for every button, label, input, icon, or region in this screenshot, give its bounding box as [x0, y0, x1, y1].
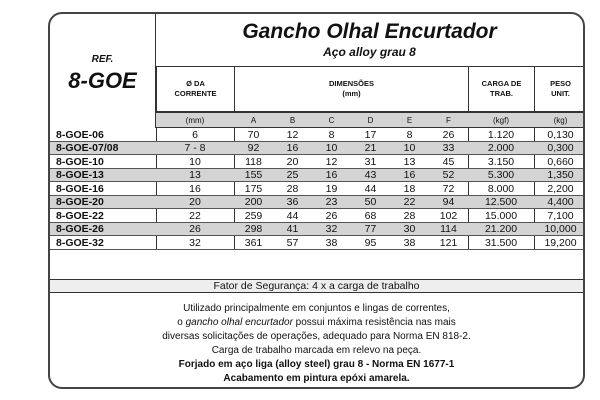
cell-c: 26	[325, 209, 338, 222]
cell-ref: 8-GOE-06	[56, 128, 104, 141]
table-row	[50, 142, 583, 156]
cell-load: 3.150	[487, 155, 515, 168]
table-row	[50, 155, 583, 169]
spec-table	[50, 128, 583, 250]
cell-e: 8	[406, 128, 413, 141]
cell-b: 20	[286, 155, 299, 168]
unit-mm: (mm)	[185, 116, 205, 125]
note-line-1: Utilizado principalmente em conjuntos e lingas de correntes,	[183, 303, 450, 314]
header-load-line2: TRAB.	[490, 89, 513, 98]
cell-a: 92	[247, 142, 260, 154]
header-weight-line2: UNIT.	[551, 89, 570, 98]
header-dimensions-line1: DIMENSÕES	[328, 79, 374, 88]
cell-b: 44	[286, 209, 299, 222]
header-dimensions	[234, 66, 468, 112]
column-headers	[156, 66, 583, 128]
cell-f: 45	[442, 155, 455, 168]
cell-load: 12.500	[484, 196, 518, 208]
table-row	[50, 182, 583, 196]
cell-dd: 44	[364, 182, 377, 195]
ref-label: REF.	[91, 54, 114, 65]
cell-ref: 8-GOE-26	[56, 223, 104, 235]
cell-e: 18	[403, 182, 416, 195]
cell-load: 31.500	[484, 236, 518, 249]
cell-d: 20	[189, 196, 201, 208]
cell-ref: 8-GOE-32	[56, 236, 104, 249]
cell-dd: 43	[364, 169, 377, 181]
cell-d: 7 - 8	[184, 142, 206, 154]
cell-f: 72	[442, 182, 455, 195]
header-load	[468, 66, 534, 112]
cell-a: 298	[244, 223, 263, 235]
cell-f: 33	[442, 142, 455, 154]
cell-d: 32	[189, 236, 201, 249]
cell-b: 41	[286, 223, 299, 235]
cell-c: 10	[325, 142, 338, 154]
product-subtitle: Aço alloy grau 8	[323, 45, 416, 59]
table-row	[50, 196, 583, 210]
cell-d: 10	[189, 155, 201, 168]
cell-a: 70	[247, 128, 260, 141]
cell-load: 8.000	[487, 182, 515, 195]
header-diameter-line2: CORRENTE	[174, 89, 217, 98]
cell-b: 57	[286, 236, 299, 249]
cell-ref: 8-GOE-22	[56, 209, 104, 222]
header-load-line1: CARGA DE	[481, 79, 522, 88]
cell-e: 22	[403, 196, 416, 208]
table-row	[50, 223, 583, 237]
ref-code: 8-GOE	[68, 68, 137, 93]
cell-weight: 0,300	[547, 142, 574, 154]
cell-d: 13	[189, 169, 201, 181]
cell-d: 26	[189, 223, 201, 235]
cell-c: 32	[325, 223, 338, 235]
header-diameter	[156, 66, 234, 112]
cell-dd: 50	[364, 196, 377, 208]
cell-f: 121	[439, 236, 458, 249]
cell-f: 52	[442, 169, 455, 181]
unit-c: C	[328, 116, 335, 125]
cell-dd: 95	[364, 236, 377, 249]
cell-weight: 10,000	[544, 223, 577, 235]
cell-e: 13	[403, 155, 416, 168]
cell-d: 6	[192, 128, 198, 141]
product-notes	[50, 302, 583, 386]
cell-weight: 2,200	[547, 182, 574, 195]
note-line-6: Acabamento em pintura epóxi amarela.	[223, 373, 410, 384]
spec-header	[50, 14, 583, 128]
cell-e: 10	[403, 142, 416, 154]
unit-b: B	[289, 116, 296, 125]
cell-weight: 4,400	[547, 196, 574, 208]
cell-a: 155	[244, 169, 263, 181]
cell-a: 361	[244, 236, 263, 249]
cell-ref: 8-GOE-16	[56, 182, 104, 195]
cell-ref: 8-GOE-10	[56, 155, 104, 168]
cell-e: 28	[403, 209, 416, 222]
cell-f: 26	[442, 128, 455, 141]
cell-a: 118	[245, 155, 262, 168]
unit-kgf: (kgf)	[493, 116, 509, 125]
cell-ref: 8-GOE-20	[56, 196, 104, 208]
note-line-2: o gancho olhal encurtador possui máxima resistência nas mais	[177, 317, 456, 328]
cell-e: 16	[403, 169, 416, 181]
ref-cell	[50, 14, 156, 128]
cell-dd: 21	[364, 142, 377, 154]
safety-factor: Fator de Segurança: 4 x a carga de trabalho	[50, 279, 583, 293]
cell-c: 12	[325, 155, 338, 168]
cell-c: 16	[325, 169, 338, 181]
table-row	[50, 169, 583, 183]
cell-dd: 31	[364, 155, 377, 168]
cell-dd: 17	[364, 128, 377, 141]
cell-f: 94	[442, 196, 455, 208]
cell-weight: 7,100	[547, 209, 574, 222]
cell-load: 15.000	[484, 209, 518, 222]
cell-weight: 0,130	[547, 128, 574, 141]
header-weight	[534, 66, 585, 112]
cell-b: 12	[286, 128, 299, 141]
note-line-3: diversas solicitações de operações, adequado para Norma EN 818-2.	[162, 331, 471, 342]
unit-f: F	[446, 116, 451, 125]
cell-a: 259	[244, 209, 263, 222]
table-row	[50, 128, 583, 142]
cell-load: 21.200	[484, 223, 518, 235]
cell-load: 5.300	[487, 169, 515, 181]
cell-load: 1.120	[487, 128, 515, 141]
cell-b: 25	[286, 169, 299, 181]
table-row	[50, 236, 583, 250]
table-row	[50, 209, 583, 223]
cell-d: 16	[189, 182, 201, 195]
cell-ref: 8-GOE-13	[56, 169, 104, 181]
cell-weight: 1,350	[547, 169, 574, 181]
cell-b: 36	[286, 196, 299, 208]
cell-dd: 68	[364, 209, 377, 222]
cell-c: 23	[325, 196, 338, 208]
header-diameter-line1: Ø DA	[186, 79, 205, 88]
cell-b: 16	[286, 142, 299, 154]
unit-e: E	[406, 116, 413, 125]
cell-f: 102	[439, 209, 458, 222]
cell-c: 19	[325, 182, 338, 195]
unit-kg: (kg)	[553, 116, 568, 125]
unit-a: A	[250, 116, 257, 125]
cell-weight: 0,660	[547, 155, 574, 168]
cell-load: 2.000	[487, 142, 515, 154]
cell-dd: 77	[364, 223, 377, 235]
cell-c: 8	[328, 128, 335, 141]
cell-f: 114	[440, 223, 457, 235]
unit-d: D	[367, 116, 374, 125]
cell-e: 38	[403, 236, 416, 249]
title-area	[156, 14, 583, 64]
product-title: Gancho Olhal Encurtador	[242, 20, 497, 43]
cell-d: 22	[189, 209, 201, 222]
cell-c: 38	[325, 236, 338, 249]
header-dimensions-line2: (mm)	[342, 89, 361, 98]
note-line-5: Forjado em aço liga (alloy steel) grau 8 - Norma EN 1677-1	[178, 359, 455, 370]
note-line-4: Carga de trabalho marcada em relevo na peça.	[211, 345, 422, 356]
cell-a: 175	[244, 182, 263, 195]
cell-e: 30	[403, 223, 416, 235]
header-weight-line1: PESO	[550, 79, 571, 88]
cell-weight: 19,200	[544, 236, 577, 249]
units-row	[156, 112, 583, 128]
cell-a: 200	[244, 196, 263, 208]
cell-ref: 8-GOE-07/08	[56, 142, 119, 154]
cell-b: 28	[286, 182, 299, 195]
product-spec-card	[48, 12, 585, 389]
